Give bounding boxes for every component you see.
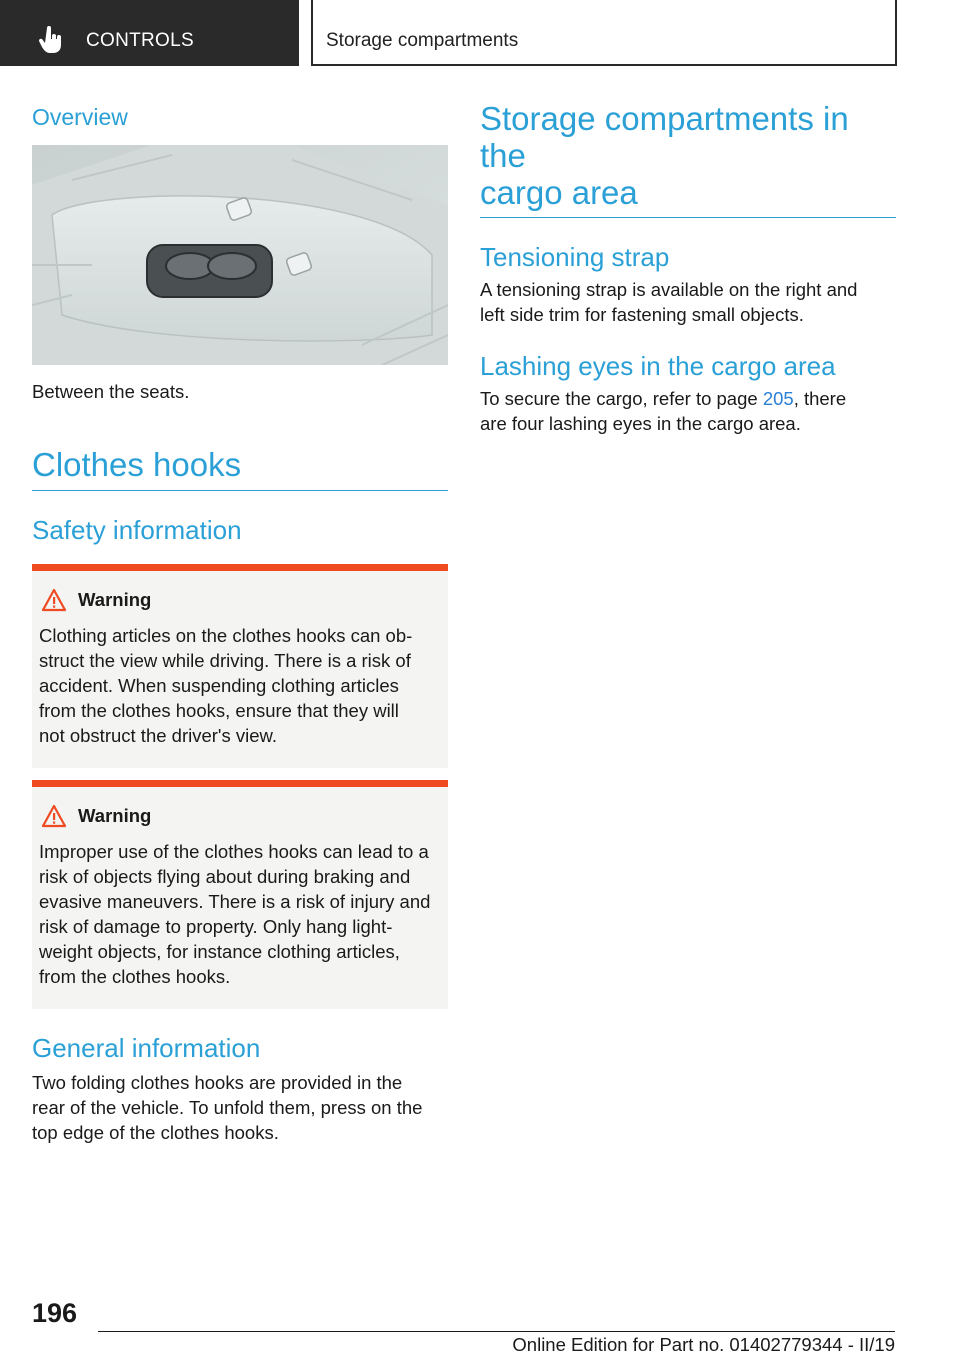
- warning-box: [32, 780, 448, 1009]
- cupholder-photo: [32, 145, 448, 365]
- general-info-line: rear of the vehicle. To unfold them, press on the: [32, 1097, 423, 1118]
- warning-title: Warning: [78, 589, 152, 610]
- chapter-label: Storage compartments: [326, 30, 519, 51]
- warning-triangle-icon: [41, 588, 67, 612]
- general-info-line: Two folding clothes hooks are provided in the: [32, 1072, 403, 1093]
- lashing-text-line: are four lashing eyes in the cargo area.: [480, 413, 801, 434]
- warning-text-line: evasive maneuvers. There is a risk of injury and: [39, 891, 431, 912]
- lashing-text: To secure the cargo, refer to page: [480, 388, 763, 409]
- warning-text-line: Improper use of the clothes hooks can lead to a: [39, 841, 429, 862]
- footer-rule: [98, 1331, 895, 1332]
- lashing-text: , there: [793, 388, 847, 409]
- heading-rule: [480, 217, 896, 218]
- warning-text-line: from the clothes hooks.: [39, 966, 231, 987]
- cupholder-illustration: [32, 145, 448, 365]
- safety-heading: Safety information: [32, 515, 242, 545]
- section-tab: [0, 0, 299, 66]
- chapter-tab: [311, 0, 897, 66]
- page-number: 196: [32, 1298, 78, 1328]
- warning-triangle-icon: [41, 804, 67, 828]
- page-reference-link[interactable]: 205: [762, 388, 794, 409]
- clothes-hooks-heading: Clothes hooks: [32, 446, 242, 483]
- right-column: [480, 100, 896, 436]
- strap-text-line: A tensioning strap is available on the right and: [480, 279, 858, 300]
- photo-caption: Between the seats.: [32, 381, 190, 402]
- heading-line: cargo area: [480, 174, 638, 211]
- edition-text: Online Edition for Part no. 01402779344 - II/19: [512, 1334, 895, 1355]
- warning-text-line: risk of objects flying about during braking and: [39, 866, 411, 887]
- warning-text-line: weight objects, for instance clothing articles,: [39, 941, 400, 962]
- strap-text-line: left side trim for fastening small objects.: [480, 304, 804, 325]
- overview-heading: Overview: [32, 104, 128, 130]
- heading-line: Storage compartments in the: [480, 100, 849, 174]
- tensioning-strap-heading: Tensioning strap: [480, 242, 670, 272]
- lashing-eyes-heading: Lashing eyes in the cargo area: [480, 351, 836, 381]
- lashing-text-line: [480, 386, 896, 411]
- warning-text-line: risk of damage to property. Only hang light-: [39, 916, 393, 937]
- general-info-line: top edge of the clothes hooks.: [32, 1122, 279, 1143]
- warning-text-line: accident. When suspending clothing articles: [39, 675, 399, 696]
- warning-title: Warning: [78, 805, 152, 826]
- warning-text-line: struct the view while driving. There is a risk of: [39, 650, 411, 671]
- general-info-heading: General information: [32, 1033, 261, 1063]
- warning-text-line: Clothing articles on the clothes hooks can ob-: [39, 625, 413, 646]
- heading-rule: [32, 490, 448, 491]
- section-label: CONTROLS: [86, 30, 194, 51]
- left-column: [32, 100, 448, 1145]
- warning-text-line: not obstruct the driver's view.: [39, 725, 277, 746]
- warning-box: [32, 564, 448, 768]
- hand-pointer-icon: [38, 26, 64, 54]
- page-header: [0, 0, 960, 66]
- warning-text-line: from the clothes hooks, ensure that they will: [39, 700, 399, 721]
- cargo-storage-heading: [480, 100, 896, 211]
